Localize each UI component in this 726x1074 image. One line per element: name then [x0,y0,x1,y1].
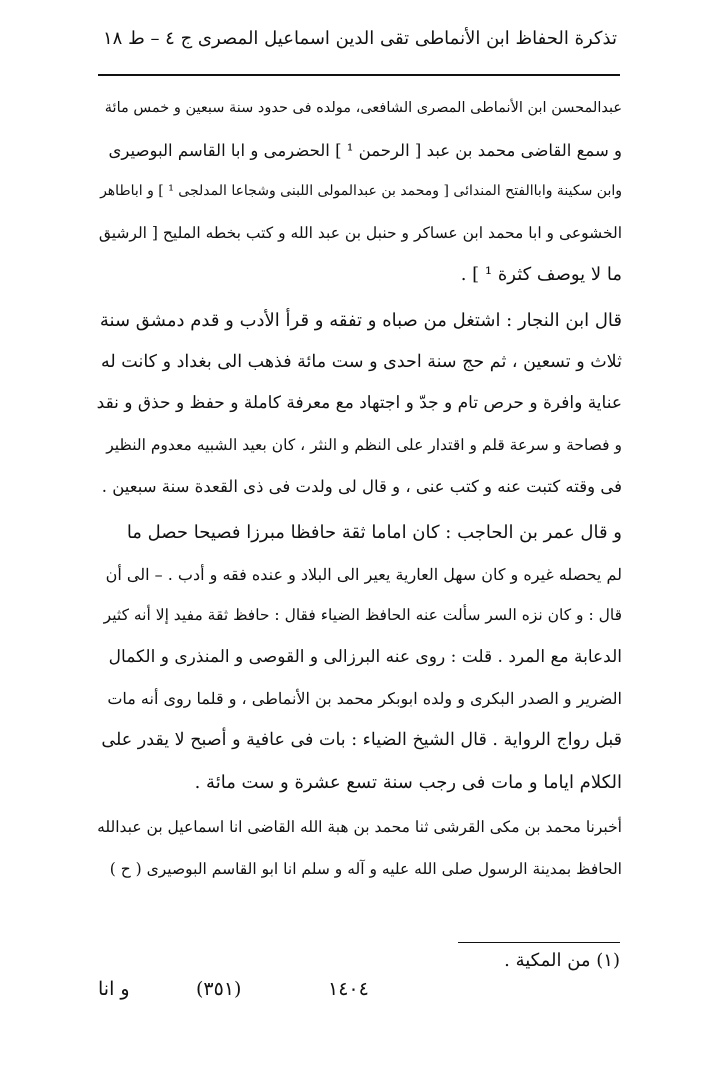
text-line: عبدالمحسن ابن الأنماطى المصرى الشافعى، مولده فى حدود سنة سبعين و خمس مائة [104,100,622,116]
header-rule [98,74,620,76]
text-line: ما لا يوصف كثرة ¹ ] . [460,264,622,286]
text-line: الضرير و الصدر البكرى و ولده ابوبكر محمد بن الأنماطى ، و قلما روى أنه مات [107,689,622,709]
text-line: وابن سكينة واباالفتح المندائى [ ومحمد بن عبدالمولى اللبنى وشجاعا المدلجى ¹ ] و اباطاهر [100,183,622,200]
text-line: الخشوعى و ابا محمد ابن عساكر و حنبل بن عبد الله و كتب بخطه المليح [ الرشيق [98,223,622,242]
text-line: لم يحصله غيره و كان سهل العارية يعير الى البلاد و عنده فقه و أدب . – الى أن [105,564,622,584]
page-number: (٣٥١) [196,978,242,1000]
footnote: (١) من المكية . [504,950,620,971]
footnote-rule [458,942,620,943]
main-text [96,88,622,890]
text-line: قبل رواج الرواية . قال الشيخ الضياء : بات فى عافية و أصبح لا يقدر على [101,729,622,750]
text-line: الكلام اياما و مات فى رجب سنة تسع عشرة و ست مائة . [194,771,622,793]
text-line: و قال عمر بن الحاجب : كان اماما ثقة حافظا مبرزا فصيحا حصل ما [126,521,622,543]
running-header: تذكرة الحفاظ ابن الأنماطى تقى الدين اسماعيل المصرى ج ٤ – ط ١٨ [103,28,617,49]
text-line: الحافظ بمدينة الرسول صلى الله عليه و آله و سلم انا ابو القاسم البوصيرى ( ح ) [109,859,622,878]
text-line: أخبرنا محمد بن مكى القرشى ثنا محمد بن هبة الله القاضى انا اسماعيل بن عبدالله [97,818,622,837]
text-line: قال : و كان نزه السر سألت عنه الحافظ الضياء فقال : حافظ ثقة مفيد إلا أنه كثير [103,606,622,625]
text-line: قال ابن النجار : اشتغل من صباه و تفقه و قرأ الأدب و قدم دمشق سنة [99,309,622,331]
sequence-number: ١٤٠٤ [328,978,369,1000]
text-line: عناية وافرة و حرص تام و جدّ و اجتهاد مع معرفة كاملة و حفظ و حذق و نقد [96,393,622,414]
text-line: و فصاحة و سرعة قلم و اقتدار على النظم و النثر ، كان بعيد الشبيه معدوم النظير [106,435,622,454]
text-line: و سمع القاضى محمد بن عبد [ الرحمن ¹ ] الحضرمى و ابا القاسم البوصيرى [108,140,622,160]
catchword: و انا [98,978,130,1000]
text-line: فى وقته كتبت عنه و كتب عنى ، و قال لى ولدت فى ذى القعدة سنة سبعين . [101,477,622,497]
text-line: ثلاث و تسعين ، ثم حج سنة احدى و ست مائة فذهب الى بغداد و كانت له [101,351,622,372]
text-line: الدعابة مع المرد . قلت : روى عنه البرزالى و القوصى و المنذرى و الكمال [108,646,622,667]
